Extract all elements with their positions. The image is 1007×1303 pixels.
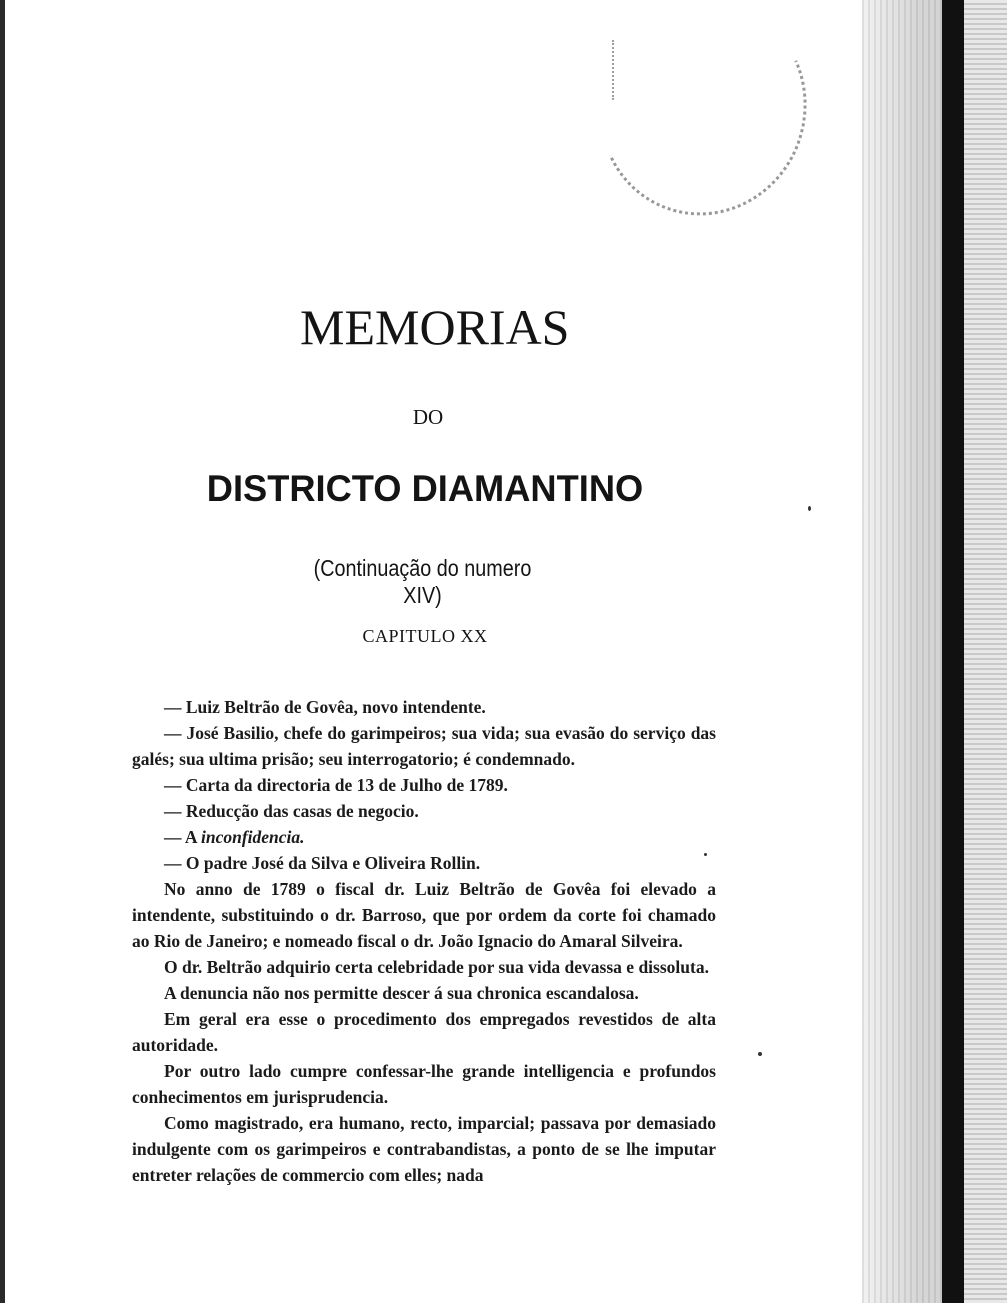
paragraph: Por outro lado cumpre confessar-lhe grande intelligencia e profundos conhecimentos em jurisprudencia. [132, 1061, 716, 1107]
page-left-edge [0, 0, 5, 1303]
book-spine-shadow [942, 0, 964, 1303]
chapter-heading: CAPITULO XX [362, 626, 488, 646]
title-connector: DO [412, 405, 444, 429]
paragraph: Como magistrado, era humano, recto, imparcial; passava por demasiado indulgente com os garimpeiros e contrabandistas, a ponto de se lhe imputar entreter relações de commercio com elles; nada [132, 1113, 716, 1185]
adjacent-page-edge [964, 0, 1007, 1303]
speck [704, 853, 707, 856]
paragraph: Em geral era esse o procedimento dos empregados revestidos de alta autoridade. [132, 1009, 716, 1055]
summary-item: — José Basilio, chefe do garimpeiros; sua vida; sua evasão do serviço das galés; sua ultima prisão; seu interrogatorio; é condemnado. [132, 723, 716, 769]
summary-prefix: — A [164, 827, 201, 847]
summary-item: — Carta da directoria de 13 de Julho de 1789. [164, 775, 508, 795]
summary-item: — Luiz Beltrão de Govêa, novo intendente. [164, 697, 486, 717]
page-subtitle: DISTRICTO DIAMANTINO [206, 468, 644, 509]
speck [758, 1052, 762, 1056]
continuation-note: (Continuação do numero XIV) [313, 555, 532, 608]
summary-italic-term: inconfidencia. [200, 827, 305, 847]
stamp-marks [612, 40, 654, 100]
paragraph: No anno de 1789 o fiscal dr. Luiz Beltrão de Govêa foi elevado a intendente, substituindo o dr. Barroso, que por ordem da corte foi chamado ao Rio de Janeiro; e nomeado fiscal o dr. João Ignacio do Amaral Silveira. [132, 879, 716, 951]
summary-item-inconfidencia [132, 824, 716, 850]
paragraph: A denuncia não nos permitte descer á sua chronica escandalosa. [164, 983, 639, 1003]
summary-item: — O padre José da Silva e Oliveira Rollin. [164, 853, 481, 873]
summary-item: — Reducção das casas de negocio. [164, 801, 419, 821]
library-stamp [569, 0, 836, 245]
paragraph: O dr. Beltrão adquirio certa celebridade por sua vida devassa e dissoluta. [164, 957, 709, 977]
page-title: MEMORIAS [300, 299, 570, 355]
speck [808, 506, 811, 511]
body-text [132, 694, 716, 1188]
